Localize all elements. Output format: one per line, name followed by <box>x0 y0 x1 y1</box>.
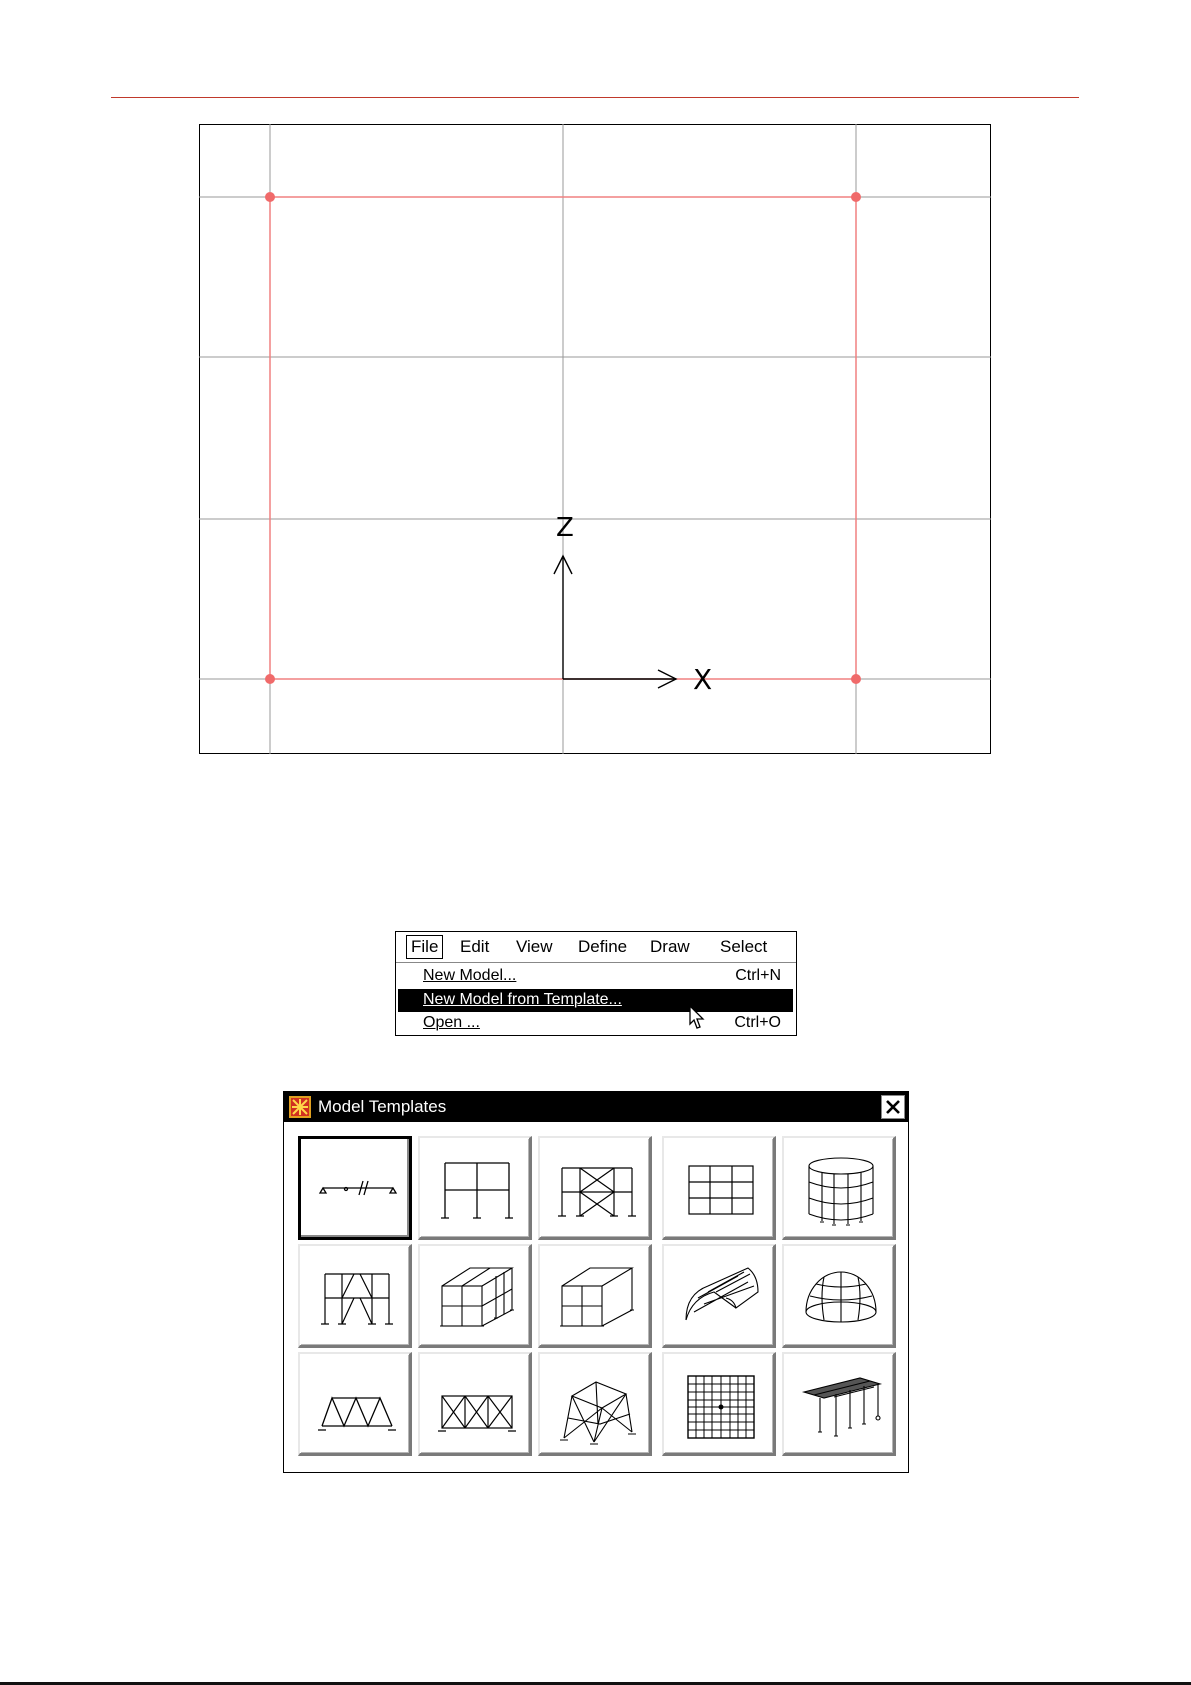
pipe-rack-icon <box>784 1354 898 1458</box>
template-vertical-truss[interactable] <box>418 1352 532 1456</box>
wall-grid-icon <box>664 1138 778 1242</box>
eccentric-braced-frame-icon <box>300 1246 414 1350</box>
menu-define[interactable]: Define <box>578 937 628 956</box>
z-axis-label: Z <box>556 513 574 543</box>
template-dome[interactable] <box>782 1244 896 1348</box>
template-3d-box-frame[interactable] <box>538 1244 652 1348</box>
menu-item-shortcut: Ctrl+N <box>735 967 781 984</box>
model-templates-dialog <box>283 1091 909 1473</box>
floor-slab-icon <box>664 1354 778 1458</box>
dialog-title-bar <box>284 1092 908 1122</box>
mouse-cursor-icon <box>689 1005 707 1031</box>
menu-item-open[interactable] <box>398 1012 793 1035</box>
cylinder-icon <box>784 1138 898 1242</box>
beam-icon <box>301 1139 415 1243</box>
menu-select[interactable]: Select <box>720 937 768 956</box>
3d-frame-icon <box>420 1246 534 1350</box>
space-truss-icon <box>540 1354 654 1458</box>
menu-item-new-model-from-template[interactable] <box>398 989 793 1012</box>
menu-item-label: New Model from Template... <box>423 991 622 1008</box>
braced-frame-icon <box>540 1138 654 1242</box>
template-cylinder[interactable] <box>782 1136 896 1240</box>
template-space-truss[interactable] <box>538 1352 652 1456</box>
3d-box-frame-icon <box>540 1246 654 1350</box>
template-barrel-shell[interactable] <box>662 1244 776 1348</box>
template-eccentric-braced-frame[interactable] <box>298 1244 412 1348</box>
menu-file[interactable]: File <box>406 935 443 959</box>
dialog-title: Model Templates <box>318 1097 447 1116</box>
menu-item-label: Open ... <box>423 1014 480 1031</box>
close-icon <box>882 1096 904 1118</box>
x-axis-label: X <box>693 663 713 696</box>
menu-item-new-model[interactable] <box>398 965 793 988</box>
template-beam[interactable] <box>298 1136 412 1240</box>
file-menu-screenshot <box>395 931 797 1036</box>
grid-view <box>199 124 991 754</box>
grid-border <box>200 125 991 754</box>
barrel-shell-icon <box>664 1246 778 1350</box>
template-2d-frame[interactable] <box>418 1136 532 1240</box>
menu-bar <box>396 932 796 962</box>
menu-item-shortcut: Ctrl+O <box>734 1014 781 1031</box>
template-3d-frame[interactable] <box>418 1244 532 1348</box>
menu-separator <box>396 962 796 963</box>
close-button[interactable] <box>881 1095 905 1119</box>
template-wall-grid[interactable] <box>662 1136 776 1240</box>
menu-item-label: New Model... <box>423 967 517 984</box>
header-rule <box>111 97 1079 98</box>
dome-icon <box>784 1246 898 1350</box>
template-braced-frame[interactable] <box>538 1136 652 1240</box>
menu-edit[interactable]: Edit <box>460 937 490 956</box>
menu-view[interactable]: View <box>516 937 553 956</box>
menu-draw[interactable]: Draw <box>650 937 690 956</box>
app-logo-icon <box>289 1096 311 1118</box>
2d-frame-icon <box>420 1138 534 1242</box>
template-truss[interactable] <box>298 1352 412 1456</box>
vertical-truss-icon <box>420 1354 534 1458</box>
template-floor-slab[interactable] <box>662 1352 776 1456</box>
template-pipe-rack[interactable] <box>782 1352 896 1456</box>
truss-icon <box>300 1354 414 1458</box>
